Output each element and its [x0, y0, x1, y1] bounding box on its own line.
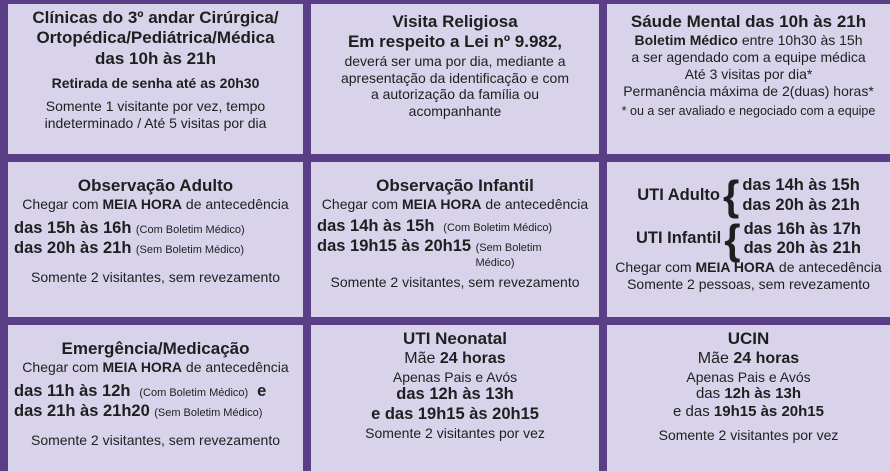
religiosa-law: Em respeito a Lei nº 9.982, — [347, 32, 563, 52]
saude-line-3: Até 3 visitas por dia* — [684, 65, 813, 82]
obs-adulto-chegar: Chegar com MEIA HORA de antecedência — [22, 196, 289, 213]
uti-adulto-block — [613, 172, 884, 219]
saude-note: * ou a ser avaliado e negociado com a equipe — [621, 103, 876, 118]
uti-chegar: Chegar com MEIA HORA de antecedência — [615, 259, 882, 276]
cell-observacao-infantil — [311, 162, 599, 317]
saude-title: Sáude Mental das 10h às 21h — [630, 12, 867, 31]
uti-adulto-time-2: das 20h às 21h — [742, 195, 860, 214]
clinicas-line-2: indeterminado / Até 5 visitas por dia — [44, 114, 267, 131]
uti-adulto-time-1: das 14h às 15h — [742, 176, 860, 194]
religiosa-line-1: deverá ser uma por dia, mediante a — [344, 52, 566, 69]
cell-observacao-adulto — [8, 162, 303, 317]
ucin-title: UCIN — [727, 329, 770, 348]
neonatal-mae: Mãe 24 horas — [404, 350, 506, 368]
obs-infantil-title: Observação Infantil — [376, 176, 534, 195]
emergencia-title: Emergência/Medicação — [61, 339, 250, 358]
saude-line-4: Permanência máxima de 2(duas) horas* — [623, 82, 874, 99]
clinicas-title-2: Ortopédica/Pediátrica/Médica — [36, 28, 275, 48]
emergencia-time-1: das 11h às 12h (Com Boletim Médico) e — [14, 382, 267, 401]
clinicas-senha: Retirada de senha até as 20h30 — [51, 75, 260, 92]
ucin-foot: Somente 2 visitantes por vez — [658, 427, 839, 444]
cell-uti — [607, 162, 890, 317]
saude-boletim: Boletim Médico entre 10h30 às 15h — [634, 32, 863, 49]
religiosa-line-2: apresentação da identificação e com — [340, 69, 570, 86]
saude-line-2: a ser agendado com a equipe médica — [631, 49, 866, 66]
emergencia-time-2: das 21h às 21h20 (Sem Boletim Médico) — [14, 401, 263, 420]
brace-icon: { — [724, 215, 741, 263]
uti-foot: Somente 2 pessoas, sem revezamento — [627, 275, 870, 292]
uti-infantil-block — [613, 215, 884, 263]
uti-infantil-time-1: das 16h às 17h — [743, 219, 861, 238]
obs-infantil-time-1: das 14h às 15h (Com Boletim Médico) — [317, 217, 553, 236]
cell-saude-mental — [607, 4, 890, 154]
ucin-time-2: e das 19h15 às 20h15 — [673, 403, 824, 421]
obs-adulto-title: Observação Adulto — [77, 176, 234, 195]
uti-infantil-label: UTI Infantil — [635, 229, 722, 248]
neonatal-title: UTI Neonatal — [403, 329, 507, 348]
obs-infantil-time-2-note: Médico) — [475, 256, 515, 269]
obs-infantil-foot: Somente 2 visitantes, sem revezamento — [330, 273, 580, 290]
uti-infantil-time-2: das 20h às 21h — [743, 239, 861, 258]
neonatal-time-2: e das 19h15 às 20h15 — [371, 405, 539, 424]
brace-icon: { — [723, 172, 740, 219]
obs-adulto-time-2: das 20h às 21h (Sem Boletim Médico) — [14, 238, 245, 257]
cell-clinicas — [8, 4, 303, 154]
cell-emergencia — [8, 325, 303, 471]
obs-adulto-foot: Somente 2 visitantes, sem revezamento — [30, 268, 280, 285]
cell-visita-religiosa — [311, 4, 599, 154]
emergencia-foot: Somente 2 visitantes, sem revezamento — [30, 431, 280, 448]
ucin-time-1: das 12h às 13h — [695, 385, 802, 403]
ucin-pais: Apenas Pais e Avós — [686, 368, 811, 385]
clinicas-hours: das 10h às 21h — [95, 48, 216, 68]
obs-infantil-time-2: das 19h15 às 20h15 (Sem Boletim — [317, 236, 542, 255]
neonatal-foot: Somente 2 visitantes por vez — [365, 424, 545, 441]
clinicas-line-1: Somente 1 visitante por vez, tempo — [45, 97, 266, 114]
clinicas-title-1: Clínicas do 3º andar Cirúrgica/ — [32, 8, 279, 27]
cell-ucin — [607, 325, 890, 471]
religiosa-line-3: a autorização da família ou — [370, 86, 540, 103]
obs-adulto-time-1: das 15h às 16h (Com Boletim Médico) — [14, 219, 245, 238]
religiosa-line-4: acompanhante — [408, 103, 502, 120]
emergencia-chegar: Chegar com MEIA HORA de antecedência — [22, 359, 289, 376]
neonatal-pais: Apenas Pais e Avós — [392, 368, 518, 385]
cell-uti-neonatal — [311, 325, 599, 471]
uti-adulto-label: UTI Adulto — [637, 185, 721, 204]
ucin-mae: Mãe 24 horas — [697, 350, 800, 368]
religiosa-title: Visita Religiosa — [392, 12, 518, 31]
obs-infantil-chegar: Chegar com MEIA HORA de antecedência — [321, 196, 589, 213]
neonatal-time-1: das 12h às 13h — [396, 385, 514, 404]
